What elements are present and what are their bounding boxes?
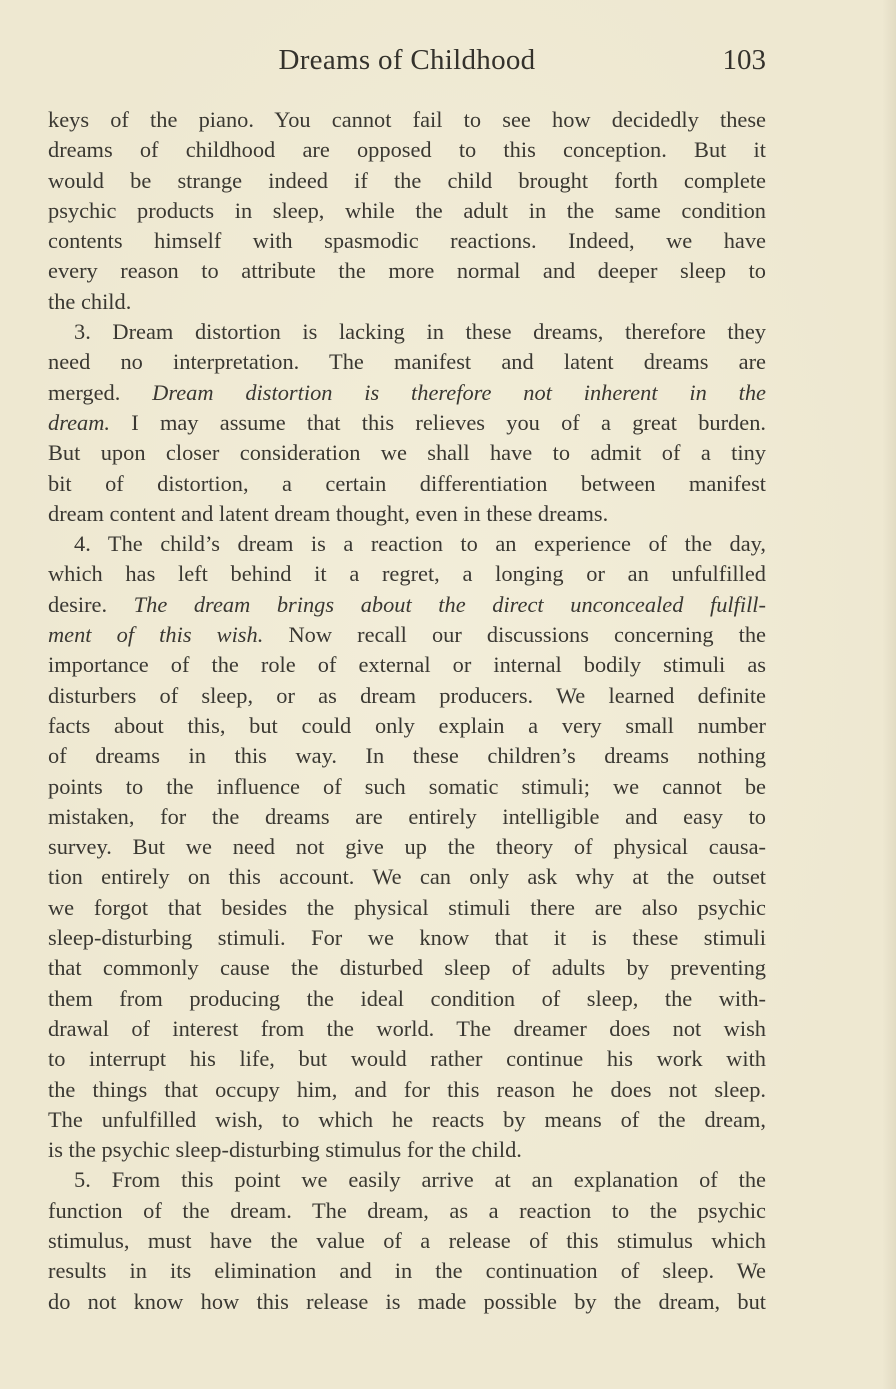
text-line: facts about this, but could only explain a very small number: [48, 712, 766, 738]
paragraph-3-start: 3. Dream distortion is lacking in these dreams, therefore they: [74, 319, 766, 345]
text-line: dream content and latent dream thought, even in these dreams.: [48, 500, 609, 526]
italic-emphasis: The dream brings about the direct unconcealed fulfill-: [133, 591, 766, 617]
text-line: The unfulfilled wish, to which he reacts by means of the dream,: [48, 1106, 766, 1132]
text-line: function of the dream. The dream, as a reaction to the psychic: [48, 1197, 766, 1223]
text-line: bit of distortion, a certain differentiation between manifest: [48, 470, 766, 496]
text-line: stimulus, must have the value of a release of this stimulus which: [48, 1227, 766, 1253]
text-line: survey. But we need not give up the theory of physical causa-: [48, 834, 766, 860]
text-line: points to the influence of such somatic stimuli; we cannot be: [48, 773, 766, 799]
text-line: do not know how this release is made possible by the dream, but: [48, 1288, 766, 1314]
text-line: the child.: [48, 288, 132, 314]
text-line: the things that occupy him, and for this reason he does not sleep.: [48, 1076, 766, 1102]
text-line: that commonly cause the disturbed sleep of adults by preventing: [48, 955, 766, 981]
text-line: sleep-disturbing stimuli. For we know that it is these stimuli: [48, 925, 766, 951]
paragraph-4-start: 4. The child’s dream is a reaction to an experience of the day,: [74, 531, 766, 557]
text-line: to interrupt his life, but would rather continue his work with: [48, 1046, 766, 1072]
page-header: [48, 44, 766, 84]
text-line: which has left behind it a regret, a longing or an unfulfilled: [48, 561, 766, 587]
text-line: psychic products in sleep, while the adult in the same condition: [48, 197, 766, 223]
italic-emphasis: dream.: [48, 409, 110, 435]
text-line: ment of this wish. Now recall our discussions concerning the: [48, 622, 766, 648]
text-line: dreams of childhood are opposed to this conception. But it: [48, 137, 766, 163]
text-line: importance of the role of external or internal bodily stimuli as: [48, 652, 766, 678]
text-line: of dreams in this way. In these children’s dreams nothing: [48, 743, 766, 769]
text-line: we forgot that besides the physical stimuli there are also psychic: [48, 894, 766, 920]
text-line: results in its elimination and in the continuation of sleep. We: [48, 1258, 766, 1284]
text-line: contents himself with spasmodic reactions. Indeed, we have: [48, 228, 766, 254]
body-text: [48, 105, 766, 1317]
text-line: keys of the piano. You cannot fail to see how decidedly these: [48, 107, 766, 132]
paragraph-5-start: 5. From this point we easily arrive at an explanation of the: [74, 1167, 766, 1193]
text-line: would be strange indeed if the child brought forth complete: [48, 167, 766, 193]
text-line: tion entirely on this account. We can only ask why at the outset: [48, 864, 766, 890]
text-line: mistaken, for the dreams are entirely intelligible and easy to: [48, 803, 766, 829]
text-line: dream. I may assume that this relieves you of a great burden.: [48, 409, 766, 435]
text-line: But upon closer consideration we shall have to admit of a tiny: [48, 440, 766, 466]
page-edge-shadow: [882, 0, 896, 1389]
text-line: is the psychic sleep-disturbing stimulus for the child.: [48, 1137, 522, 1163]
text-line: every reason to attribute the more normal and deeper sleep to: [48, 258, 766, 284]
text-line: desire. The dream brings about the direct unconcealed fulfill-: [48, 591, 766, 617]
text-line: merged. Dream distortion is therefore not inherent in the: [48, 379, 766, 405]
page-number: 103: [722, 44, 766, 76]
italic-emphasis: Dream distortion is therefore not inherent in the: [152, 379, 766, 405]
text-line: them from producing the ideal condition of sleep, the with-: [48, 985, 766, 1011]
text-line: disturbers of sleep, or as dream producers. We learned definite: [48, 682, 766, 708]
text-line: drawal of interest from the world. The dreamer does not wish: [48, 1015, 766, 1041]
running-title: Dreams of Childhood: [278, 44, 536, 76]
italic-emphasis: ment of this wish.: [48, 622, 264, 648]
text-line: need no interpretation. The manifest and latent dreams are: [48, 349, 766, 375]
